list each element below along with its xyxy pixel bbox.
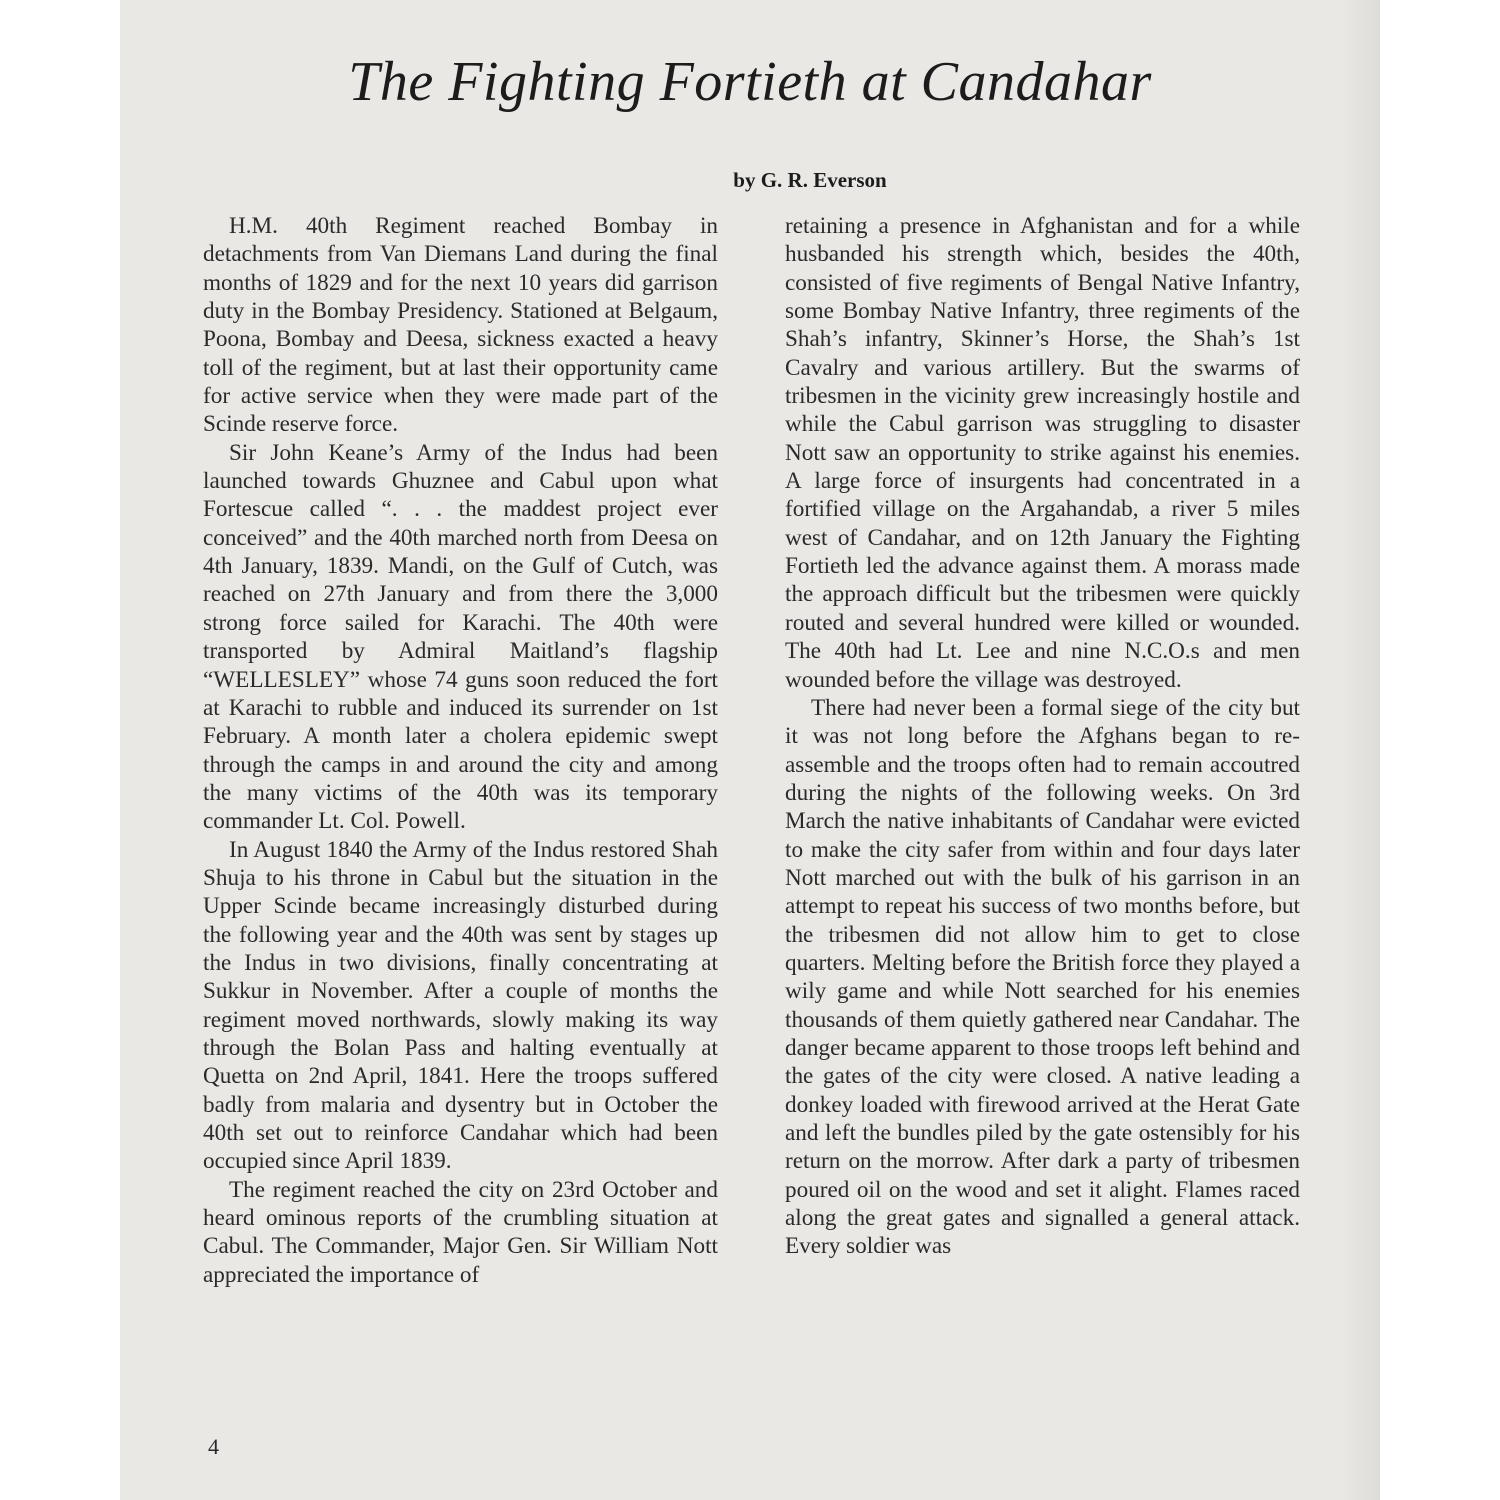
document-page [120, 0, 1380, 1500]
left-text-column [203, 212, 718, 1289]
page-number: 4 [208, 1434, 219, 1459]
article-byline: by G. R. Everson [733, 168, 887, 192]
paragraph: In August 1840 the Army of the Indus restored Shah Shuja to his throne in Cabul but the situation in the Upper Scinde became increasingly disturbed during the following year and the 40th was sent by stages up the Indus in two divisions, finally concentrating at Sukkur in November. After a couple of months the regiment moved northwards, slowly making its way through the Bolan Pass and halting eventually at Quetta on 2nd April, 1841. Here the troops suffered badly from malaria and dysentry but in October the 40th set out to reinforce Candahar which had been occupied since April 1839. [203, 836, 718, 1175]
paragraph-continued: retaining a presence in Afghanistan and for a while husbanded his strength which, besides the 40th, consisted of five regiments of Bengal Native Infantry, some Bombay Native Infantry, three regiments of the Shah’s infantry, Skinner’s Horse, the Shah’s 1st Cavalry and various artillery. But the swarms of tribesmen in the vicinity grew increasingly hostile and while the Cabul garrison was struggling to disaster Nott saw an opportunity to strike against his enemies. A large force of insurgents had concentrated in a fortified village on the Argahandab, a river 5 miles west of Candahar, and on 12th January the Fighting Fortieth led the advance against them. A morass made the approach difficult but the tribesmen were quickly routed and several hundred were killed or wounded. The 40th had Lt. Lee and nine N.C.O.s and men wounded before the village was destroyed. [785, 213, 1300, 693]
right-text-column [785, 212, 1300, 1261]
paragraph: H.M. 40th Regiment reached Bombay in detachments from Van Diemans Land during the final months of 1829 and for the next 10 years did garrison duty in the Bombay Presidency. Stationed at Belgaum, Poona, Bombay and Deesa, sickness exacted a heavy toll of the regiment, but at last their opportunity came for active service when they were made part of the Scinde reserve force. [203, 213, 718, 438]
paragraph: There had never been a formal siege of the city but it was not long before the Afghans began to re-assemble and the troops often had to remain accoutred during the nights of the following weeks. On 3rd March the native inhabitants of Candahar were evicted to make the city safer from within and four days later Nott marched out with the bulk of his garrison in an attempt to repeat his success of two months before, but the tribesmen did not allow him to get to close quarters. Melting before the British force they played a wily game and while Nott searched for his enemies thousands of them quietly gathered near Candahar. The danger became apparent to those troops left behind and the gates of the city were closed. A native leading a donkey loaded with firewood arrived at the Herat Gate and left the bundles piled by the gate ostensibly for his return on the morrow. After dark a party of tribesmen poured oil on the wood and set it alight. Flames raced along the great gates and signalled a general attack. Every soldier was [785, 694, 1300, 1260]
article-title: The Fighting Fortieth at Candahar [348, 51, 1152, 113]
paragraph: Sir John Keane’s Army of the Indus had been launched towards Ghuznee and Cabul upon what Fortescue called “. . . the maddest project ever conceived” and the 40th marched north from Deesa on 4th January, 1839. Mandi, on the Gulf of Cutch, was reached on 27th January and from there the 3,000 strong force sailed for Karachi. The 40th were transported by Admiral Maitland’s flagship “WELLESLEY” whose 74 guns soon reduced the fort at Karachi to rubble and induced its surrender on 1st February. A month later a cholera epidemic swept through the camps in and around the city and among the many victims of the 40th was its temporary commander Lt. Col. Powell. [203, 439, 718, 835]
paragraph: The regiment reached the city on 23rd October and heard ominous reports of the crumbling situation at Cabul. The Commander, Major Gen. Sir William Nott appreciated the importance of [203, 1176, 718, 1288]
